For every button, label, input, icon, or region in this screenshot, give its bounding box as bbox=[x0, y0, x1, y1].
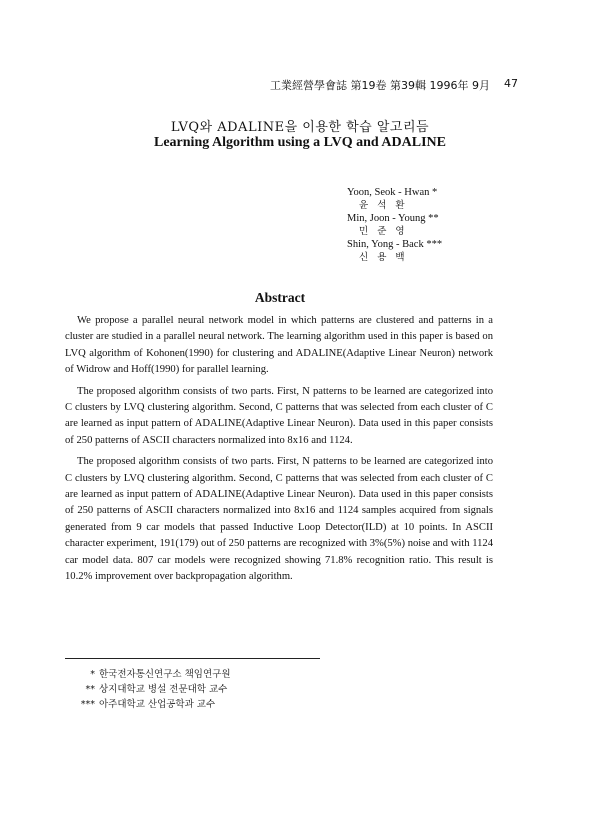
footnote-mark: *** bbox=[80, 699, 95, 710]
footnote-divider bbox=[65, 658, 320, 659]
author-3-name-en: Shin, Yong - Back *** bbox=[347, 239, 443, 250]
abstract-paragraph: We propose a parallel neural network model in which patterns are clustered and patterns in a cluster are studied in a parallel neural network. The learning algorithm used in this paper is based on LVQ algorithm of Kohonen(1990) for clustering and ADALINE(Adaptive Linear Neuron) network of Widrow and Hoff(1990) for parallel learning. bbox=[65, 315, 493, 376]
author-3-name-ko: 신 용 백 bbox=[359, 252, 408, 263]
title-english: Learning Algorithm using a LVQ and ADALINE bbox=[154, 135, 446, 150]
journal-header bbox=[270, 77, 518, 93]
footnote-mark: * bbox=[90, 669, 95, 680]
author-2-name-ko: 민 준 영 bbox=[359, 226, 408, 237]
footnote-text: 아주대학교 산업공학과 교수 bbox=[99, 699, 216, 710]
abstract-paragraph: The proposed algorithm consists of two parts. First, N patterns to be learned are categorized into C clusters by LVQ clustering algorithm. Second, C patterns that was selected from each cluster of C are learned as input pattern of ADALINE(Adaptive Linear Neuron). Data used in this paper consists of 250 patterns of ASCII characters normalized into 8x16 and 1124 samples acquired from signals generated from 9 car models that passed Inductive Loop Detector(ILD) at 10 points. In ASCII character experiment, 191(179) out of 250 patterns are recognized with 3%(5%) noise and with 1124 car model data. 807 car models were recognized showing 71.8% recognition ratio. This result is 10.2% improvement over backpropagation algorithm. bbox=[65, 456, 493, 583]
journal-info: 工業經營學會誌 第19卷 第39輯 1996年 9月 bbox=[270, 79, 490, 92]
author-1-name-en: Yoon, Seok - Hwan * bbox=[347, 187, 438, 198]
abstract-body bbox=[65, 313, 493, 591]
author-2-name-en: Min, Joon - Young ** bbox=[347, 213, 439, 224]
abstract-heading: Abstract bbox=[254, 290, 306, 305]
page-number: 47 bbox=[504, 77, 518, 90]
title-korean: LVQ와 ADALINE을 이용한 학습 알고리듬 bbox=[170, 120, 430, 135]
footnote-item bbox=[65, 697, 365, 712]
footnote-item bbox=[65, 682, 365, 697]
author-1-name-ko: 윤 석 환 bbox=[359, 200, 408, 211]
footnote-text: 한국전자통신연구소 책임연구원 bbox=[99, 669, 231, 680]
footnote-item bbox=[65, 667, 365, 682]
author-list bbox=[347, 186, 507, 264]
footnote-mark: ** bbox=[85, 684, 95, 695]
abstract-paragraph: The proposed algorithm consists of two parts. First, N patterns to be learned are categorized into C clusters by LVQ clustering algorithm. Second, C patterns that was selected from each cluster of C are learned as input pattern of ADALINE(Adaptive Linear Neuron). Data used in this paper consists of 250 patterns of ASCII characters normalized into 8x16 and 1124. bbox=[65, 385, 493, 446]
footnotes bbox=[65, 667, 365, 712]
footnote-text: 상지대학교 병설 전문대학 교수 bbox=[99, 684, 228, 695]
